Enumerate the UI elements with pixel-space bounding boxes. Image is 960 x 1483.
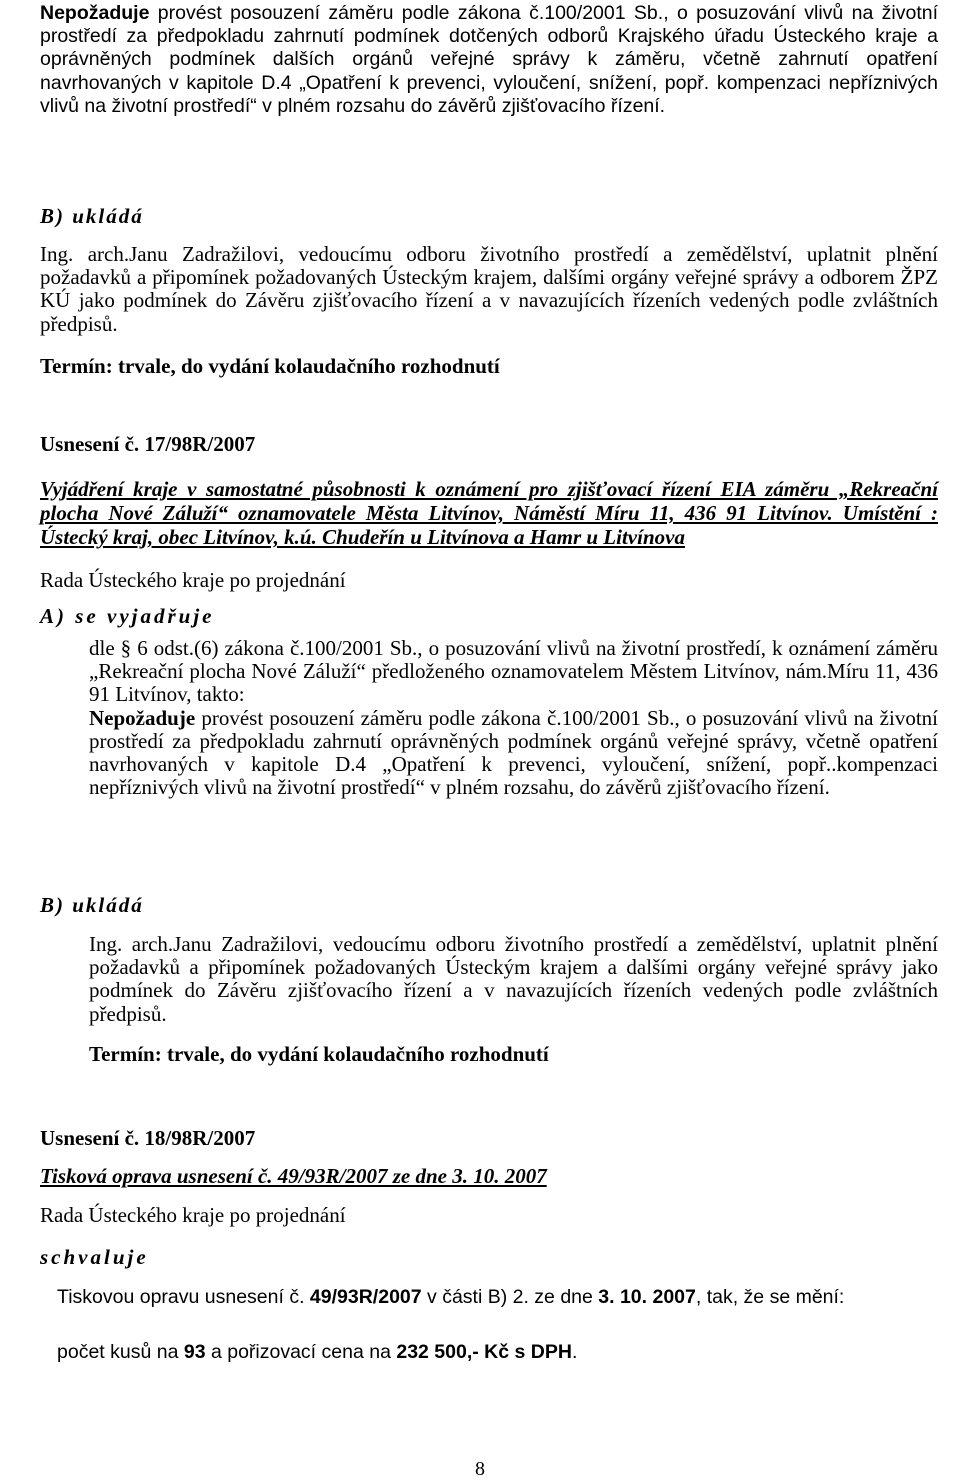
resolution-18-title: Tisková oprava usnesení č. 49/93R/2007 ze dne 3. 10. 2007: [40, 1164, 547, 1188]
section-heading-b: B) ukládá: [40, 204, 144, 228]
correction-text: a pořizovací cena na: [205, 1341, 397, 1363]
bold-lead: Nepožaduje: [40, 2, 150, 24]
paragraph-nepozaduje-1: [40, 2, 938, 118]
correction-text: v části B) 2. ze dne: [421, 1286, 599, 1308]
resolution-ref: 49/93R/2007: [309, 1286, 422, 1308]
paragraph-uklada-1: Ing. arch.Janu Zadražilovi, vedoucímu odboru životního prostředí a zemědělství, uplatnit plnění požadavků a připomínek požadovaných Ústeckým krajem, dalšími orgány veřejné správy a odborem ŽPZ KÚ jako podmínek do Závěru zjišťovacího řízení a v navazujících řízeních vedených podle zvláštních předpisů.: [40, 242, 938, 336]
section-heading-a: A) se vyjadřuje: [40, 604, 215, 628]
paragraph-uklada-2: Ing. arch.Janu Zadražilovi, vedoucímu odboru životního prostředí a zemědělství, uplatnit plnění požadavků a připomínek požadovaných Ústeckým krajem a dalšími orgány veřejné správy jako podmínek do Závěru zjišťovacího řízení a v navazujících řízeních vedených podle zvláštních předpisů.: [89, 932, 938, 1026]
correction-text: počet kusů na: [57, 1341, 184, 1363]
date-ref: 3. 10. 2007: [598, 1286, 696, 1308]
section-heading-b-2: B) ukládá: [40, 893, 144, 917]
correction-text: .: [571, 1341, 578, 1363]
resolution-17-label: Usnesení č. 17/98R/2007: [40, 432, 256, 456]
deadline-2: Termín: trvale, do vydání kolaudačního rozhodnutí: [89, 1042, 549, 1066]
section-heading-schvaluje: schvaluje: [40, 1245, 149, 1269]
resolution-17-intro: Rada Ústeckého kraje po projednání: [40, 568, 346, 592]
vyjadruje-text: dle § 6 odst.(6) zákona č.100/2001 Sb., o posuzování vlivů na životní prostředí, k oznámení záměru „Rekreační plocha Nové Záluží“ předloženého oznamovatelem Městem Litvínov, nám.Míru 11, 436 91 Litvínov, takto:: [89, 636, 938, 707]
paragraph-text: provést posouzení záměru podle zákona č.100/2001 Sb., o posuzování vlivů na životní prostředí za předpokladu zahrnutí podmínek dotčených odborů Krajského úřadu Ústeckého kraje a oprávněných podmínek dalších orgánů veřejné správy k záměru, včetně zahrnutí opatření navrhovaných v kapitole D.4 „Opatření k prevenci, vyloučení, snížení, popř. kompenzaci nepříznivých vlivů na životní prostředí“ v plném rozsahu do závěrů zjišťovacího řízení.: [40, 2, 938, 117]
page-number: 8: [475, 1458, 485, 1480]
bold-lead-2: Nepožaduje: [89, 705, 196, 730]
quantity-value: 93: [183, 1341, 206, 1363]
deadline-1: Termín: trvale, do vydání kolaudačního rozhodnutí: [40, 354, 500, 378]
resolution-18-intro: Rada Ústeckého kraje po projednání: [40, 1203, 346, 1227]
vyjadruje-text-2: provést posouzení záměru podle zákona č.100/2001 Sb., o posuzování vlivů na životní prostředí za předpokladu zahrnutí oprávněných podmínek orgánů veřejné správy, včetně opatření navrhovaných v kapitole D.4 „Opatření k prevenci, vyloučení, snížení, popř..kompenzaci nepříznivých vlivů na životní prostředí“ v plném rozsahu, do závěrů zjišťovacího řízení.: [89, 705, 938, 800]
correction-text: Tiskovou opravu usnesení č.: [57, 1286, 310, 1308]
correction-line-1: [57, 1285, 844, 1309]
price-value: 232 500,- Kč s DPH: [396, 1341, 572, 1363]
correction-line-2: [57, 1340, 577, 1364]
resolution-17-title: Vyjádření kraje v samostatné působnosti k oznámení pro zjišťovací řízení EIA záměru „Rekreační plocha Nové Záluží“ oznamovatele Města Litvínov, Náměstí Míru 11, 436 91 Litvínov. Umístění : Ústecký kraj, obec Litvínov, k.ú. Chudeřín u Litvínova a Hamr u Litvínova: [40, 477, 938, 549]
resolution-18-label: Usnesení č. 18/98R/2007: [40, 1126, 256, 1150]
correction-text: , tak, že se mění:: [695, 1286, 845, 1308]
paragraph-vyjadruje: [89, 637, 938, 799]
